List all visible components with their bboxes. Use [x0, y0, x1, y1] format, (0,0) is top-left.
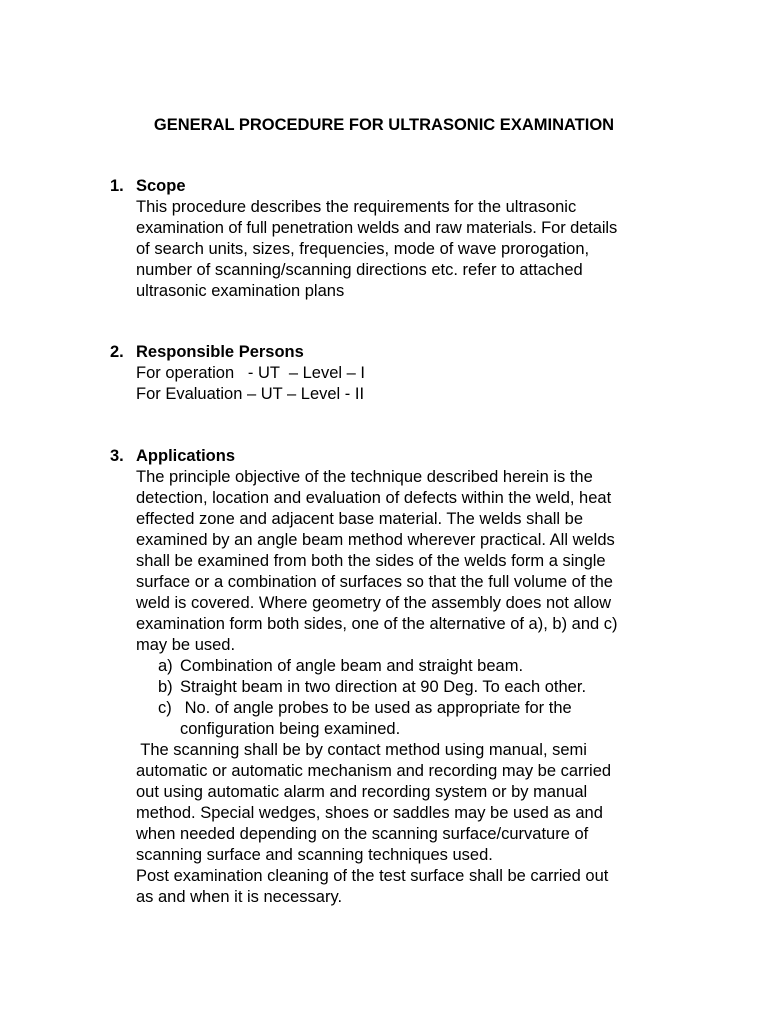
section-title: Scope — [136, 177, 186, 195]
paragraph-line: examination form both sides, one of the alternative of a), b) and c) — [136, 615, 618, 633]
section-number: 2. — [110, 343, 124, 361]
section-heading — [0, 446, 768, 467]
document-title: GENERAL PROCEDURE FOR ULTRASONIC EXAMINATION — [153, 116, 615, 134]
list-marker: b) — [158, 678, 173, 696]
paragraph-line: For Evaluation – UT – Level - II — [136, 385, 365, 403]
paragraph-line: For operation - UT – Level – I — [136, 364, 365, 382]
section-title: Responsible Persons — [136, 343, 304, 361]
paragraph-line: The principle objective of the technique described herein is the — [136, 468, 593, 486]
paragraph-line: scanning surface and scanning techniques used. — [136, 846, 493, 864]
paragraph-line: number of scanning/scanning directions etc. refer to attached — [136, 261, 583, 279]
section-title: Applications — [136, 447, 236, 465]
paragraph-line: of search units, sizes, frequencies, mode of wave prorogation, — [136, 240, 590, 258]
paragraph-line: This procedure describes the requirements for the ultrasonic — [136, 198, 577, 216]
section-responsible-persons — [0, 342, 768, 405]
paragraph-line: examination of full penetration welds and raw materials. For details — [136, 219, 618, 237]
section-number: 3. — [110, 447, 124, 465]
paragraph-line: method. Special wedges, shoes or saddles may be used as and — [136, 804, 603, 822]
paragraph-line: effected zone and adjacent base material. The welds shall be — [136, 510, 584, 528]
paragraph-line: examined by an angle beam method wherever practical. All welds — [136, 531, 615, 549]
section-applications — [0, 446, 768, 908]
paragraph-line: may be used. — [136, 636, 236, 654]
paragraph-line: Post examination cleaning of the test surface shall be carried out — [136, 867, 609, 885]
paragraph-line: automatic or automatic mechanism and recording may be carried — [136, 762, 612, 780]
paragraph-line: detection, location and evaluation of defects within the weld, heat — [136, 489, 612, 507]
list-item-text: No. of angle probes to be used as appropriate for the — [180, 699, 572, 717]
paragraph-line: weld is covered. Where geometry of the assembly does not allow — [136, 594, 612, 612]
list-item-text: Straight beam in two direction at 90 Deg. To each other. — [180, 678, 587, 696]
paragraph-line: out using automatic alarm and recording system or by manual — [136, 783, 588, 801]
list-marker: a) — [158, 657, 173, 675]
paragraph-line: ultrasonic examination plans — [136, 282, 345, 300]
list-item-text: Combination of angle beam and straight beam. — [180, 657, 524, 675]
paragraph-line: shall be examined from both the sides of the welds form a single — [136, 552, 606, 570]
paragraph-line: The scanning shall be by contact method using manual, semi — [136, 741, 587, 759]
paragraph-line: as and when it is necessary. — [136, 888, 343, 906]
list-item — [0, 698, 768, 719]
list-marker: c) — [158, 699, 172, 717]
paragraph-line: when needed depending on the scanning surface/curvature of — [136, 825, 589, 843]
list-item-continuation: configuration being examined. — [180, 720, 401, 738]
section-heading — [0, 176, 768, 197]
paragraph-line: surface or a combination of surfaces so that the full volume of the — [136, 573, 613, 591]
section-number: 1. — [110, 177, 124, 195]
section-heading — [0, 342, 768, 363]
section-scope — [0, 176, 768, 302]
list-item — [0, 656, 768, 677]
list-item — [0, 677, 768, 698]
